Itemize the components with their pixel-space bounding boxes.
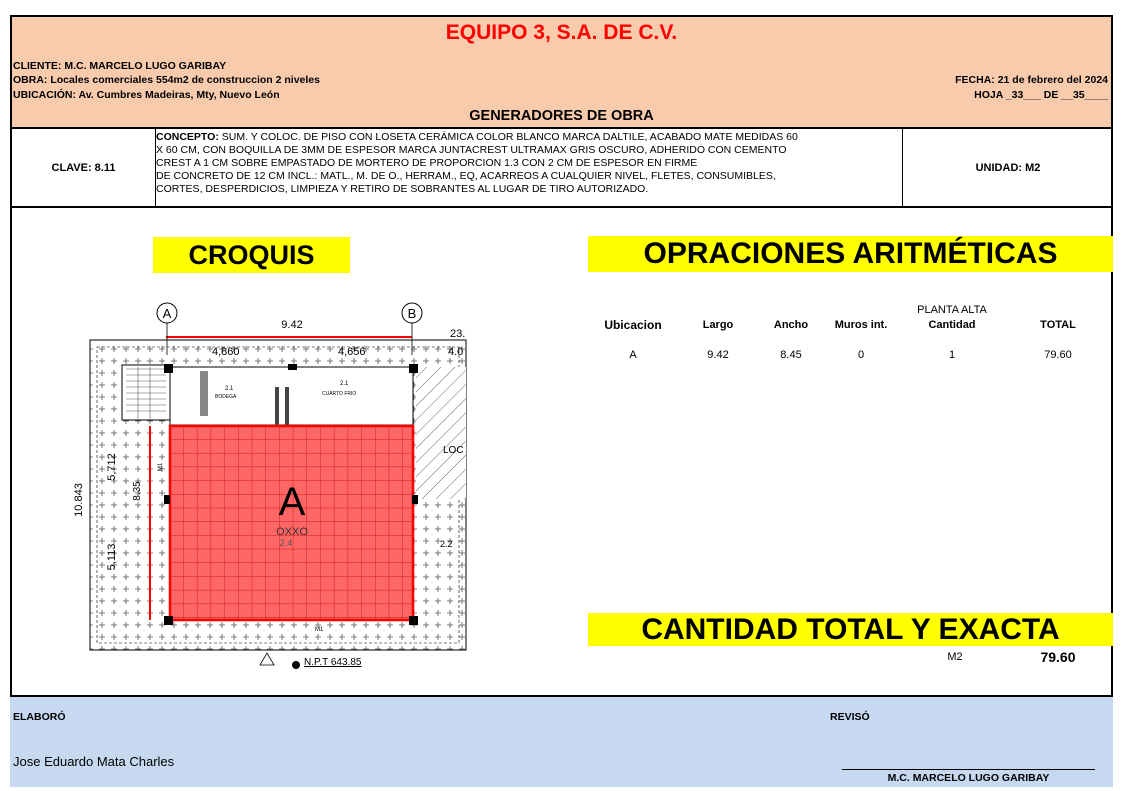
npt-label: N.P.T 643.85 xyxy=(304,657,362,668)
floor-plan-sketch xyxy=(60,295,470,675)
group-label: PLANTA ALTA xyxy=(917,304,987,316)
signature-line xyxy=(842,769,1095,770)
client-line: CLIENTE: M.C. MARCELO LUGO GARIBAY xyxy=(13,60,227,72)
room-number-label: 2.1 xyxy=(340,381,349,387)
concept-line: CORTES, DESPERDICIOS, LIMPIEZA Y RETIRO DE SOBRANTES AL LUGAR DE TIRO AUTORIZADO. xyxy=(156,183,649,195)
loc-label: LOC xyxy=(443,445,464,456)
wall-segment xyxy=(285,387,289,425)
obra-line: OBRA: Locales comerciales 554m2 de construccion 2 niveles xyxy=(13,74,320,86)
col-header-cantidad: Cantidad xyxy=(928,319,976,331)
dim-left-label: 10.843 xyxy=(73,483,85,517)
concept-line: DE CONCRETO DE 12 CM INCL.: MATL., M. DE O., HERRAM., EQ, ACARREOS A CUALQUIER NIVEL, FLETES, CONSUMIBLES, xyxy=(156,170,776,182)
level-dot-icon xyxy=(292,661,300,669)
level-marker-icon xyxy=(260,653,274,665)
room-number-label: 2.2 xyxy=(440,539,453,549)
cell-ancho: 8.45 xyxy=(780,349,802,361)
footer-section xyxy=(10,697,1113,787)
column xyxy=(164,616,173,625)
concept-line: CONCEPTO: SUM. Y COLOC. DE PISO CON LOSETA CERÁMICA COLOR BLANCO MARCA DALTILE, ACABADO MATE MEDIDAS 60 xyxy=(156,131,798,143)
total-title: CANTIDAD TOTAL Y EXACTA xyxy=(588,613,1113,646)
fecha-line: FECHA: 21 de febrero del 2024 xyxy=(955,74,1108,86)
column xyxy=(164,495,170,504)
dim-4860-label: 4,860 xyxy=(212,346,240,358)
unidad-cell: UNIDAD: M2 xyxy=(975,161,1041,174)
header-section xyxy=(10,15,1113,129)
total-value: 79.60 xyxy=(1040,649,1076,665)
operations-title: OPRACIONES ARITMÉTICAS xyxy=(588,236,1113,272)
elaboro-label: ELABORÓ xyxy=(13,711,66,723)
ubicacion-line: UBICACIÓN: Av. Cumbres Madeiras, Mty, Nuevo León xyxy=(13,89,280,101)
dim-top-label: 9.42 xyxy=(281,319,303,331)
col-header-ubicacion: Ubicacion xyxy=(604,318,662,332)
cell-total: 79.60 xyxy=(1044,349,1072,361)
concept-line: CREST A 1 CM SOBRE EMPASTADO DE MORTERO DE PROPORCION 1.3 CON 2 CM DE ESPESOR EN FIRME xyxy=(156,157,698,169)
concept-label: CONCEPTO: xyxy=(156,131,219,143)
cuarto-label: CUARTO FRIO xyxy=(322,391,357,397)
clave-cell: CLAVE: 8.11 xyxy=(51,161,116,174)
column xyxy=(412,495,418,504)
stair-area xyxy=(122,365,170,420)
concept-line: X 60 CM, CON BOQUILLA DE 3MM DE ESPESOR MARCA JUNTACREST ULTRAMAX GRIS OSCURO, ADHERIDO CON CEMENTO xyxy=(156,144,787,156)
area-a-label: A xyxy=(278,480,306,524)
dim-40-label: 4.0 xyxy=(448,346,464,358)
col-header-ancho: Ancho xyxy=(773,319,809,331)
column xyxy=(164,364,173,373)
elaboro-name: Jose Eduardo Mata Charles xyxy=(13,754,175,769)
dim-top-right-label: 23. xyxy=(450,328,466,340)
dim-835-label: 8.35 xyxy=(132,481,143,501)
concept-row xyxy=(10,129,1113,208)
m1-label: M1 xyxy=(158,462,164,472)
company-name: EQUIPO 3, S.A. DE C.V. xyxy=(445,21,678,44)
col-header-muros: Muros int. xyxy=(834,319,888,331)
neighbor-hatch xyxy=(416,367,466,499)
cell-largo: 9.42 xyxy=(707,349,729,361)
col-header-largo: Largo xyxy=(702,319,734,331)
dim-5712-label: 5,712 xyxy=(106,453,118,481)
oxxo-label: OXXO xyxy=(276,526,308,538)
reviso-name: M.C. MARCELO LUGO GARIBAY xyxy=(887,772,1050,784)
column xyxy=(409,616,418,625)
axis-b-label: B xyxy=(407,306,417,321)
croquis-title: CROQUIS xyxy=(153,237,350,273)
wall-segment xyxy=(275,387,279,425)
hoja-line: HOJA _33___ DE __35____ xyxy=(974,89,1108,101)
column xyxy=(288,364,297,370)
wall-segment xyxy=(200,371,208,416)
concept-text xyxy=(156,131,902,196)
dim-5113-label: 5,113 xyxy=(106,543,118,571)
stair-lines xyxy=(126,367,166,419)
section-title: GENERADORES DE OBRA xyxy=(469,108,654,124)
reviso-label: REVISÓ xyxy=(830,711,870,723)
m1-label: M1 xyxy=(315,627,324,633)
column xyxy=(409,364,418,373)
cell-ubicacion: A xyxy=(629,349,637,361)
cell-cantidad: 1 xyxy=(948,349,956,361)
axis-a-label: A xyxy=(162,306,172,321)
cell-muros: 0 xyxy=(857,349,865,361)
dim-4656-label: 4,656 xyxy=(338,346,366,358)
bodega-label: BODEGA xyxy=(215,394,237,400)
total-unit: M2 xyxy=(947,651,963,663)
room-number-label: 2.1 xyxy=(225,386,234,392)
col-header-total: TOTAL xyxy=(1040,319,1076,331)
oxxo-sub-label: 2.4 xyxy=(279,538,293,548)
